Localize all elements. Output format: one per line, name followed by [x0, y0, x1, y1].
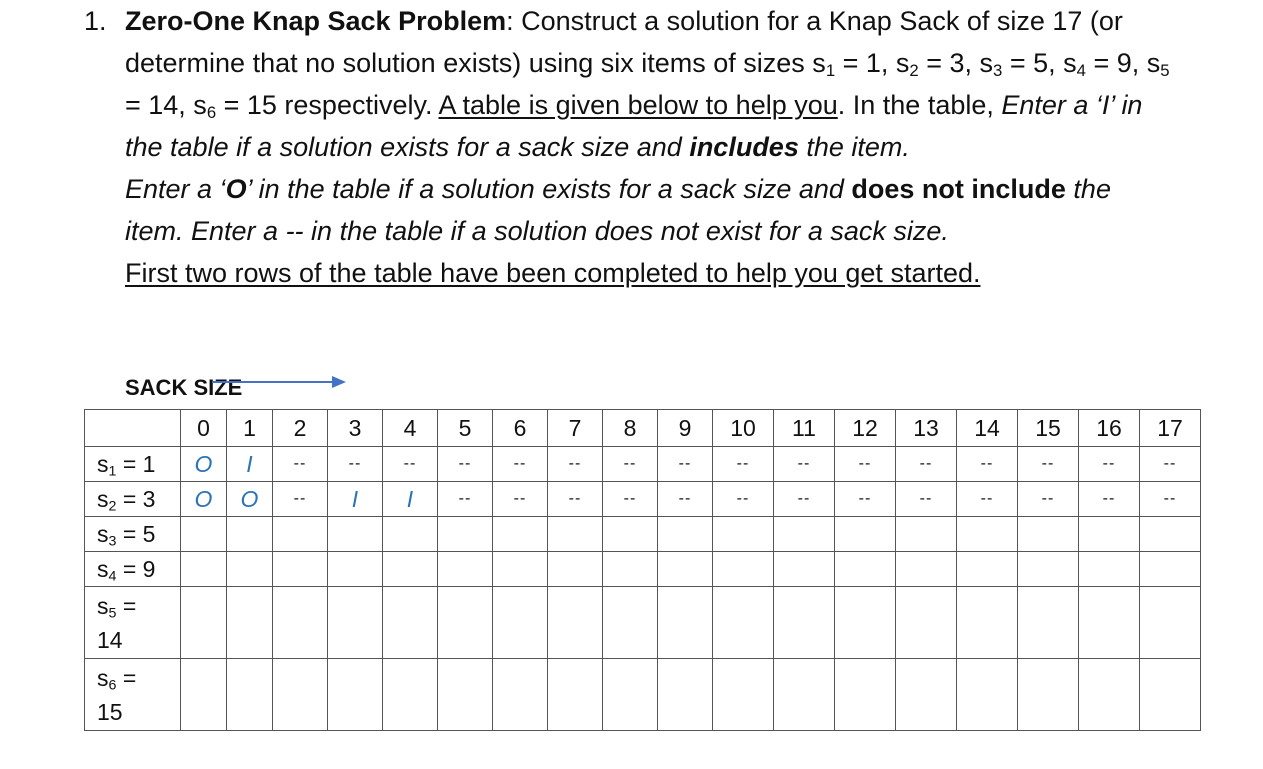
problem-paragraph-2: Enter a ‘O’ in the table if a solution exists for a sack size and does not include the item. Enter a -- in the table if a solution does not exist for a sack size.: [125, 174, 1111, 246]
table-cell[interactable]: [658, 659, 713, 731]
table-cell[interactable]: [603, 659, 658, 731]
knapsack-table: [84, 409, 1201, 731]
table-cell[interactable]: [658, 517, 713, 552]
table-cell[interactable]: [181, 587, 227, 659]
table-row: [85, 482, 1201, 517]
table-cell[interactable]: [896, 587, 957, 659]
table-cell[interactable]: --: [957, 482, 1018, 517]
table-cell[interactable]: [713, 517, 774, 552]
table-cell[interactable]: --: [328, 447, 383, 482]
table-cell[interactable]: --: [438, 447, 493, 482]
table-cell[interactable]: --: [438, 482, 493, 517]
table-cell[interactable]: [896, 517, 957, 552]
table-cell[interactable]: [603, 517, 658, 552]
sack-size-header: 0: [181, 410, 227, 447]
table-cell[interactable]: [438, 659, 493, 731]
sack-size-header: 13: [896, 410, 957, 447]
table-cell[interactable]: --: [383, 447, 438, 482]
table-cell[interactable]: [493, 587, 548, 659]
table-cell[interactable]: [493, 517, 548, 552]
sack-size-header: 4: [383, 410, 438, 447]
table-cell[interactable]: [438, 552, 493, 587]
sack-size-header: 6: [493, 410, 548, 447]
item-size-label: $s_6$ = 15: [85, 659, 181, 731]
table-cell[interactable]: [774, 587, 835, 659]
sack-size-header: 11: [774, 410, 835, 447]
sack-size-header: 3: [328, 410, 383, 447]
table-cell[interactable]: --: [1079, 482, 1140, 517]
sack-size-header: 5: [438, 410, 493, 447]
table-cell[interactable]: [1140, 587, 1201, 659]
sack-size-header: 9: [658, 410, 713, 447]
table-cell[interactable]: [835, 517, 896, 552]
problem-number: 1.: [84, 6, 107, 36]
table-cell[interactable]: --: [835, 447, 896, 482]
table-cell[interactable]: [227, 659, 273, 731]
table-cell[interactable]: I: [328, 482, 383, 517]
table-cell[interactable]: [835, 659, 896, 731]
table-cell[interactable]: [273, 587, 328, 659]
sack-size-header: 1: [227, 410, 273, 447]
table-cell[interactable]: --: [774, 482, 835, 517]
table-cell[interactable]: [493, 659, 548, 731]
table-cell[interactable]: [548, 517, 603, 552]
table-cell[interactable]: --: [1079, 447, 1140, 482]
table-cell[interactable]: [1018, 659, 1079, 731]
table-cell[interactable]: [548, 587, 603, 659]
item-size-label: $s_2 = 3$: [85, 482, 181, 517]
table-cell[interactable]: --: [493, 482, 548, 517]
table-cell[interactable]: --: [835, 482, 896, 517]
table-help-text: A table is given below to help you: [438, 90, 838, 120]
table-cell[interactable]: I: [383, 482, 438, 517]
table-cell[interactable]: [273, 659, 328, 731]
sack-size-header: 8: [603, 410, 658, 447]
sack-size-header: 12: [835, 410, 896, 447]
table-cell[interactable]: --: [548, 482, 603, 517]
table-cell[interactable]: [835, 552, 896, 587]
table-cell[interactable]: [1140, 552, 1201, 587]
table-cell[interactable]: [1018, 587, 1079, 659]
table-cell[interactable]: --: [603, 482, 658, 517]
table-cell[interactable]: --: [273, 482, 328, 517]
corner-cell: [85, 410, 181, 447]
table-cell[interactable]: [835, 587, 896, 659]
table-cell[interactable]: [896, 659, 957, 731]
item-size-label: $s_3 = 5$: [85, 517, 181, 552]
table-cell[interactable]: --: [896, 482, 957, 517]
table-cell[interactable]: [957, 659, 1018, 731]
problem-paragraph-1: Zero-One Knap Sack Problem: Construct a solution for a Knap Sack of size 17 (or determine that no solution exists) using six items of sizes $s_1 = 1$, $s_2 = 3$, $s_3 = 5$, $s_4 = 9$, $s_5 = 14$, $s_6 = 15$ respectively. A table is given below to help you. In the table, Enter a ‘I’ in the table if a solution exists for a sack size and includes the item.: [125, 6, 1170, 162]
sack-size-header: 15: [1018, 410, 1079, 447]
table-cell[interactable]: [383, 552, 438, 587]
table-cell[interactable]: [1018, 517, 1079, 552]
table-cell[interactable]: [438, 587, 493, 659]
table-cell[interactable]: --: [1140, 447, 1201, 482]
table-cell[interactable]: [273, 517, 328, 552]
right-arrow-icon: [210, 372, 350, 394]
table-cell[interactable]: --: [658, 482, 713, 517]
sack-size-header: 16: [1079, 410, 1140, 447]
table-cell[interactable]: [896, 552, 957, 587]
table-cell[interactable]: [227, 587, 273, 659]
table-cell[interactable]: --: [548, 447, 603, 482]
table-cell[interactable]: [1018, 552, 1079, 587]
table-cell[interactable]: [957, 517, 1018, 552]
table-row: [85, 659, 1201, 731]
table-cell[interactable]: [1079, 659, 1140, 731]
table-cell[interactable]: [328, 587, 383, 659]
table-cell[interactable]: --: [603, 447, 658, 482]
table-cell[interactable]: [383, 517, 438, 552]
table-cell[interactable]: [713, 659, 774, 731]
table-cell[interactable]: [957, 552, 1018, 587]
table-cell[interactable]: [227, 517, 273, 552]
table-cell[interactable]: [548, 659, 603, 731]
table-cell[interactable]: [713, 552, 774, 587]
table-cell[interactable]: [1079, 517, 1140, 552]
sack-size-header: 14: [957, 410, 1018, 447]
table-cell[interactable]: --: [658, 447, 713, 482]
table-cell[interactable]: --: [273, 447, 328, 482]
table-cell[interactable]: --: [713, 482, 774, 517]
table-cell[interactable]: [328, 659, 383, 731]
table-cell[interactable]: [328, 552, 383, 587]
table-cell[interactable]: --: [957, 447, 1018, 482]
table-row: [85, 587, 1201, 659]
item-size-label: $s_4 = 9$: [85, 552, 181, 587]
table-row: [85, 552, 1201, 587]
table-cell[interactable]: [383, 587, 438, 659]
table-cell[interactable]: I: [227, 447, 273, 482]
table-cell[interactable]: --: [493, 447, 548, 482]
table-cell[interactable]: [181, 659, 227, 731]
table-cell[interactable]: [438, 517, 493, 552]
item-size-label: $s_5$ = 14: [85, 587, 181, 659]
table-cell[interactable]: [493, 552, 548, 587]
table-cell[interactable]: [181, 517, 227, 552]
table-cell[interactable]: --: [896, 447, 957, 482]
table-cell[interactable]: O: [181, 447, 227, 482]
item-size-label: $s_1 = 1$: [85, 447, 181, 482]
problem-paragraph-3: First two rows of the table have been completed to help you get started.: [125, 258, 981, 288]
header-row: [85, 410, 1201, 447]
table-cell[interactable]: [658, 587, 713, 659]
table-cell[interactable]: [1140, 517, 1201, 552]
table-cell[interactable]: [1140, 659, 1201, 731]
table-cell[interactable]: [603, 552, 658, 587]
table-cell[interactable]: --: [713, 447, 774, 482]
table-row: [85, 517, 1201, 552]
table-row: [85, 447, 1201, 482]
table-cell[interactable]: [713, 587, 774, 659]
table-cell[interactable]: [181, 552, 227, 587]
table-cell[interactable]: --: [1140, 482, 1201, 517]
table-cell[interactable]: [548, 552, 603, 587]
table-cell[interactable]: O: [227, 482, 273, 517]
table-cell[interactable]: [774, 659, 835, 731]
table-cell[interactable]: [1079, 552, 1140, 587]
table-cell[interactable]: --: [1018, 447, 1079, 482]
sack-size-header: 7: [548, 410, 603, 447]
table-cell[interactable]: --: [1018, 482, 1079, 517]
table-cell[interactable]: [1079, 587, 1140, 659]
table-cell[interactable]: [227, 552, 273, 587]
table-cell[interactable]: [603, 587, 658, 659]
table-cell[interactable]: [774, 552, 835, 587]
sack-size-header: 10: [713, 410, 774, 447]
table-cell[interactable]: [957, 587, 1018, 659]
table-cell[interactable]: O: [181, 482, 227, 517]
table-cell[interactable]: [774, 517, 835, 552]
table-cell[interactable]: [273, 552, 328, 587]
table-cell[interactable]: [328, 517, 383, 552]
sack-size-header: 17: [1140, 410, 1201, 447]
table-cell[interactable]: [383, 659, 438, 731]
table-cell[interactable]: [658, 552, 713, 587]
problem-statement: [84, 0, 1174, 294]
table-cell[interactable]: --: [774, 447, 835, 482]
sack-size-header: 2: [273, 410, 328, 447]
problem-title: Zero-One Knap Sack Problem: [125, 6, 507, 36]
sack-size-label: SACK SIZE: [125, 375, 243, 400]
